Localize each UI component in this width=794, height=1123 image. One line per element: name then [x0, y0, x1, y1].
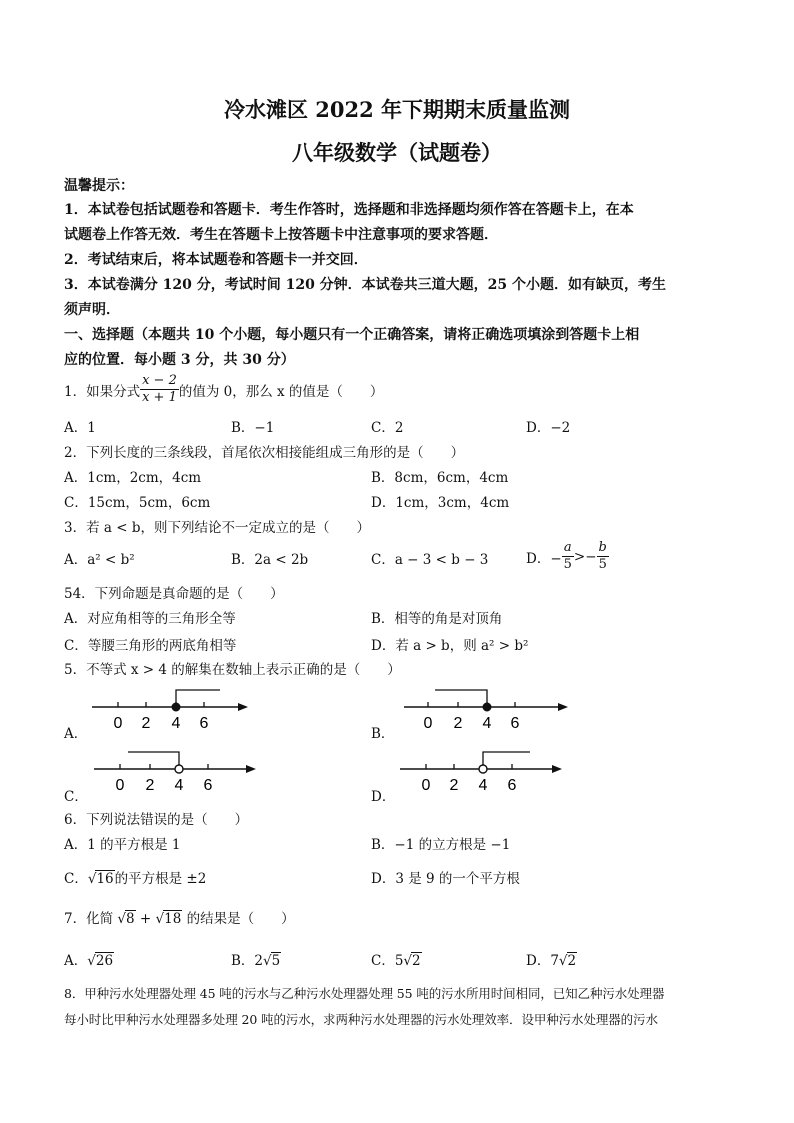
question-2-stem: 2．下列长度的三条线段，首尾依次相接能组成三角形的是（ ）: [64, 445, 465, 461]
arrow-head: [552, 765, 562, 773]
question-1-stem: [64, 373, 383, 406]
section-heading-line-2: 应的位置．每小题 3 分，共 30 分）: [64, 352, 295, 368]
sqrt-icon: √: [87, 953, 96, 969]
notice-item-1-line-1: 1．本试卷包括试题卷和答题卡．考生作答时，选择题和非选择题均须作答在答题卡上，在本: [64, 202, 634, 218]
tick-label: 6: [507, 777, 517, 794]
tick-label: 2: [141, 715, 151, 732]
solution-bracket: [483, 752, 530, 765]
q7-b-prefix: B．2: [231, 953, 264, 969]
q3-d-fraction-1: [562, 540, 574, 573]
q5-option-c-label: C．: [64, 789, 88, 805]
q5-number-line-b: [400, 686, 576, 736]
q3-option-b: B．2a < 2b: [231, 552, 309, 568]
q1-option-a: A．1: [64, 420, 96, 436]
sqrt-icon: √: [558, 953, 568, 969]
q5-number-line-c: [90, 748, 266, 798]
q6-c-radicand: 16: [96, 871, 114, 887]
q1-option-b: B．−1: [231, 420, 275, 436]
tick-label: 2: [449, 777, 459, 794]
question-6-stem: 6．下列说法错误的是（ ）: [64, 812, 249, 828]
solution-bracket: [128, 752, 179, 765]
q3-option-d: [526, 540, 609, 573]
q6-option-a: A．1 的平方根是 1: [64, 837, 181, 853]
q1-option-d: D．−2: [526, 420, 571, 436]
q7-radicand-2: 18: [164, 911, 182, 927]
tick-label: 6: [510, 715, 520, 732]
question-8-line-1: 8．甲种污水处理器处理 45 吨的污水与乙种污水处理器处理 55 吨的污水所用时间相同，已知乙种污水处理器: [64, 986, 665, 1001]
tick-label: 2: [145, 777, 155, 794]
tick-label: 4: [171, 715, 181, 732]
question-3-stem: 3．若 a < b，则下列结论不一定成立的是（ ）: [64, 520, 370, 536]
tick-label: 2: [453, 715, 463, 732]
q7-c-radicand: 2: [412, 953, 421, 969]
q5-option-a-label: A．: [64, 726, 88, 742]
q7-plus: +: [135, 911, 156, 927]
solution-bracket: [176, 690, 220, 704]
tick-label: 4: [478, 777, 488, 794]
q7-d-radicand: 2: [567, 953, 577, 969]
q7-suffix: 的结果是（ ）: [182, 911, 295, 927]
exam-subtitle: 八年级数学（试题卷）: [292, 140, 502, 165]
sqrt-icon: √: [403, 953, 413, 969]
notice-item-1-line-2: 试题卷上作答无效．考生在答题卡上按答题卡中注意事项的要求答题．: [64, 227, 498, 243]
question-8-line-2: 每小时比甲种污水处理器多处理 20 吨的污水，求两种污水处理器的污水处理效率．设甲种污水处理器的污水: [64, 1012, 658, 1027]
arrow-head: [246, 765, 256, 773]
solid-point: [483, 703, 491, 711]
notice-item-2: 2．考试结束后，将本试题卷和答题卡一并交回．: [64, 252, 368, 268]
q7-option-a: [64, 949, 114, 969]
q5-option-d-label: D．: [371, 789, 396, 805]
notice-item-3-line-2: 须声明．: [64, 302, 120, 318]
q3-option-c: C．a − 3 < b − 3: [371, 552, 489, 568]
tick-label: 0: [423, 715, 433, 732]
tick-label: 4: [174, 777, 184, 794]
question-7-stem: [64, 907, 295, 927]
q7-b-radicand: 5: [271, 953, 281, 969]
sqrt-icon: √: [87, 871, 97, 887]
solid-point: [172, 703, 180, 711]
section-heading-line-1: 一、选择题（本题共 10 个小题，每小题只有一个正确答案，请将正确选项填涂到答题卡上相: [64, 327, 640, 343]
sqrt-icon: √: [263, 953, 272, 969]
q7-c-prefix: C．5: [371, 953, 404, 969]
q7-a-prefix: A．: [64, 953, 88, 969]
q7-a-radicand: 26: [95, 953, 114, 969]
exam-title: 冷水滩区 2022 年下期期末质量监测: [223, 97, 571, 122]
tick-label: 0: [115, 777, 125, 794]
q2-option-b: B．8cm，6cm，4cm: [371, 470, 509, 486]
sqrt-icon: √: [117, 911, 126, 927]
q2-option-a: A．1cm，2cm，4cm: [64, 470, 202, 486]
q3-d-num-2: b: [598, 540, 607, 555]
q4-option-b: B．相等的角是对顶角: [371, 611, 503, 627]
q7-option-d: [526, 949, 577, 969]
q4-option-a: A．对应角相等的三角形全等: [64, 611, 236, 627]
notice-item-3-line-1: 3．本试卷满分 120 分，考试时间 120 分钟．本试卷共三道大题，25 个小题．如有缺页，考生: [64, 277, 667, 293]
q5-number-line-d: [396, 748, 572, 798]
q7-option-b: [231, 949, 281, 969]
question-5-stem: 5．不等式 x > 4 的解集在数轴上表示正确的是（ ）: [64, 662, 401, 678]
arrow-head: [238, 703, 248, 711]
q1-fraction-num: x − 2: [142, 373, 177, 388]
q5-option-b-label: B．: [371, 726, 395, 742]
q2-option-c: C．15cm，5cm，6cm: [64, 495, 211, 511]
q6-option-b: B．−1 的立方根是 −1: [371, 837, 511, 853]
q3-d-fraction-2: [597, 540, 609, 573]
q1-prefix: 1．如果分式: [64, 383, 141, 400]
q7-prefix: 7．化简: [64, 911, 118, 927]
q1-fraction-den: x + 1: [142, 390, 177, 405]
sqrt-icon: √: [155, 911, 165, 927]
tick-label: 0: [113, 715, 123, 732]
q3-option-a: A．a² < b²: [64, 552, 135, 568]
notice-heading: 温馨提示：: [64, 178, 134, 194]
tick-label: 6: [199, 715, 209, 732]
solution-bracket: [435, 690, 487, 704]
q7-d-prefix: D．7: [526, 953, 559, 969]
q6-option-c: [64, 867, 206, 887]
q1-option-c: C．2: [371, 420, 404, 436]
tick-label: 6: [203, 777, 213, 794]
q5-number-line-a: [88, 686, 264, 736]
q1-suffix: 的值为 0，那么 x 的值是（ ）: [178, 383, 384, 400]
hollow-point: [479, 765, 487, 773]
q6-option-d: D．3 是 9 的一个平方根: [371, 871, 520, 887]
q3-d-den-2: 5: [598, 557, 607, 572]
q4-option-c: C．等腰三角形的两底角相等: [64, 638, 237, 654]
q3-d-prefix: D．−: [526, 550, 562, 567]
tick-label: 4: [482, 715, 492, 732]
hollow-point: [175, 765, 183, 773]
q7-option-c: [371, 949, 422, 969]
q3-d-den-1: 5: [563, 557, 572, 572]
q3-d-num-1: a: [563, 540, 572, 555]
q6-c-prefix: C．: [64, 871, 88, 887]
tick-label: 0: [421, 777, 431, 794]
arrow-head: [558, 703, 568, 711]
q6-c-suffix: 的平方根是 ±2: [114, 871, 207, 887]
q1-fraction: [140, 373, 179, 406]
question-4-stem: 54．下列命题是真命题的是（ ）: [64, 586, 284, 602]
q3-d-mid: >−: [573, 548, 597, 565]
q4-option-d: D．若 a > b，则 a² > b²: [371, 638, 529, 654]
q2-option-d: D．1cm，3cm，4cm: [371, 495, 510, 511]
q7-radicand-1: 8: [126, 911, 135, 927]
